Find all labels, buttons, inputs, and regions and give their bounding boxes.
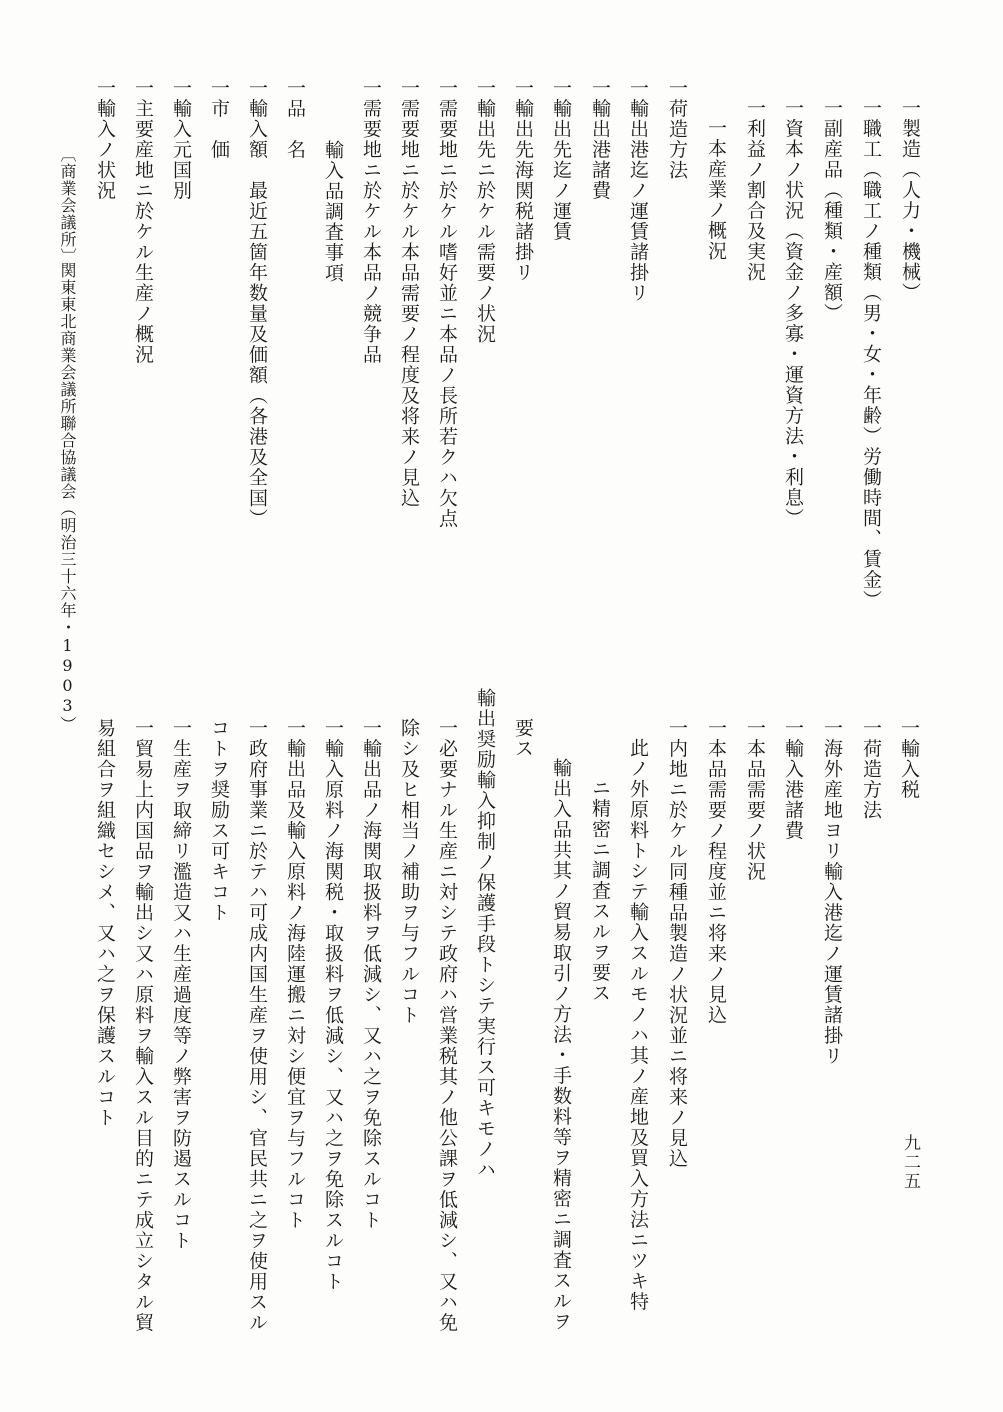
upper-col-6: 一本産業ノ概況 — [705, 118, 727, 262]
upper-col-5: 一利益ノ割合及実況 — [744, 98, 766, 283]
lower-col-18: 一政府事業ニ於テハ可成内国生産ヲ使用シ、官民共ニ之ヲ使用スル — [246, 718, 268, 1333]
lower-col-9: ニ精密ニ調査スルヲ要ス — [589, 778, 611, 1004]
lower-col-21: 一貿易上内国品ヲ輸出シ又ハ原料ヲ輸入スル目的ニテ成立シタル貿 — [132, 718, 154, 1333]
upper-col-17: 一品 名 — [284, 78, 306, 160]
upper-col-3: 一副産品（種類・産額） — [821, 98, 843, 324]
upper-col-9: 一輸出港諸費 — [589, 78, 611, 201]
upper-col-13: 一需要地ニ於ケル嗜好並ニ本品ノ長所若クハ欠点 — [436, 78, 458, 529]
upper-col-18: 一輸入額 最近五箇年数量及価額（各港及全国） — [246, 78, 268, 529]
lower-col-14: 除シ及ヒ相当ノ補助ヲ与フルコト — [398, 718, 420, 1026]
lower-col-20: 一生産ヲ取締リ濫造又ハ生産過度等ノ弊害ヲ防遏スルコト — [170, 718, 192, 1251]
lower-col-12: 輸出奨励輸入抑制ノ保護手段トシテ実行ス可キモノハ — [474, 688, 496, 1180]
upper-col-11: 一輸出先海関税諸掛リ — [512, 78, 534, 283]
lower-col-6: 一本品需要ノ程度並ニ将来ノ見込 — [705, 718, 727, 1026]
lower-col-8: 此ノ外原料トシテ輸入スルモノハ其ノ産地及買入方法ニツキ特 — [627, 738, 649, 1312]
upper-col-12: 一輸出先ニ於ケル需要ノ状況 — [474, 78, 496, 345]
upper-col-19: 一市 価 — [208, 78, 230, 160]
upper-col-2: 一職工（職工ノ種類（男・女・年齢）労働時間、賃金） — [860, 98, 882, 611]
upper-col-8: 一輸出港迄ノ運賃諸掛リ — [627, 78, 649, 304]
upper-col-10: 一輸出先迄ノ運賃 — [550, 78, 572, 242]
upper-col-14: 一需要地ニ於ケル本品需要ノ程度及将来ノ見込 — [398, 78, 420, 509]
lower-col-17: 一輸出品及輸入原料ノ海陸運搬ニ対シ便宜ヲ与フルコト — [284, 718, 306, 1231]
lower-col-2: 一荷造方法 — [860, 718, 882, 821]
lower-col-3: 一海外産地ヨリ輸入港迄ノ運賃諸掛リ — [821, 718, 843, 1067]
lower-col-7: 一内地ニ於ケル同種品製造ノ状況並ニ将来ノ見込 — [666, 718, 688, 1169]
page-number: 九二五 — [900, 1134, 920, 1191]
upper-col-21: 一主要産地ニ於ケル生産ノ概況 — [132, 78, 154, 365]
upper-col-4: 一資本ノ状況（資金ノ多寡・運資方法・利息） — [782, 98, 804, 529]
lower-col-15: 一輸出品ノ海関取扱料ヲ低減シ、又ハ之ヲ免除スルコト — [360, 718, 382, 1231]
lower-col-4: 一輸入港諸費 — [782, 718, 804, 841]
upper-col-1: 一製造（人力・機械） — [899, 98, 921, 303]
upper-heading-import: 輸入品調査事項 — [322, 140, 344, 284]
upper-col-22: 一輸入ノ状況 — [94, 78, 116, 201]
upper-col-15: 一需要地ニ於ケル本品ノ競争品 — [360, 78, 382, 365]
lower-col-16: 一輸入原料ノ海関税・取扱料ヲ低減シ、又ハ之ヲ免除スルコト — [322, 718, 344, 1292]
upper-col-20: 一輸入元国別 — [170, 78, 192, 201]
source-citation: 関東東北商業会議所聯合協議会（明治三十六年・1903） — [58, 262, 77, 733]
lower-col-10: 輸出入品共其ノ貿易取引ノ方法・手数料等ヲ精密ニ調査スルヲ — [550, 758, 572, 1332]
upper-col-7: 一荷造方法 — [666, 78, 688, 181]
lower-col-22: 易組合ヲ組織セシメ、又ハ之ヲ保護スルコト — [94, 718, 116, 1128]
lower-col-13: 一必要ナル生産ニ対シテ政府ハ営業税其ノ他公課ヲ低減シ、又ハ免 — [436, 718, 458, 1333]
lower-col-1: 一輸入税 — [898, 718, 920, 800]
source-bracket: 〔商業会議所〕 — [58, 146, 77, 265]
lower-col-19: コトヲ奨励ス可キコト — [208, 718, 230, 923]
lower-col-5: 一本品需要ノ状況 — [744, 718, 766, 882]
lower-col-11: 要ス — [512, 718, 534, 759]
